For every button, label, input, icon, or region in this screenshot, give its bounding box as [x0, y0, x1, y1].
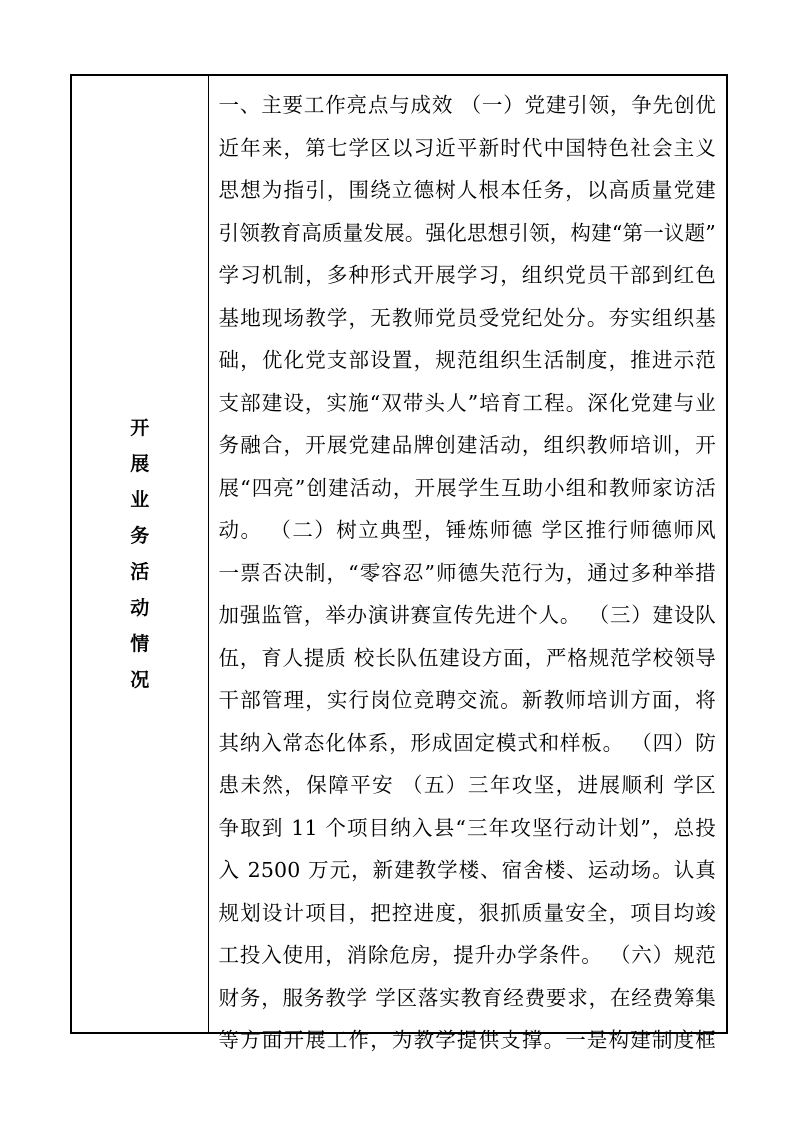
text-line: 加强监管，举办演讲赛宣传先进个人。 （三）建设队	[218, 603, 716, 627]
text-line: 近年来，第七学区以习近平新时代中国特色社会主义	[218, 135, 716, 160]
text-line: 学习机制，多种形式开展学习，组织党员干部到红色	[218, 263, 716, 287]
text-line: 其纳入常态化体系，形成固定模式和样板。 （四）防	[218, 730, 716, 755]
text-line: 入 2500 万元，新建教学楼、宿舍楼、运动场。认真	[218, 858, 716, 882]
activity-table	[70, 74, 728, 1052]
text-line: 工投入使用，消除危房，提升办学条件。 （六）规范	[218, 943, 716, 967]
label-char: 活	[130, 561, 150, 583]
text-line: 动。 （二）树立典型，锤炼师德 学区推行师德师风	[218, 518, 716, 542]
text-line: 支部建设，实施“双带头人”培育工程。深化党建与业	[218, 390, 716, 415]
label-char: 况	[130, 669, 150, 691]
text-line: 思想为指引，围绕立德树人根本任务，以高质量党建	[218, 178, 716, 202]
text-line: 基地现场教学，无教师党员受党纪处分。夯实组织基	[218, 305, 716, 330]
text-line: 引领教育高质量发展。强化思想引领，构建“第一议题”	[218, 220, 716, 245]
label-char: 动	[130, 597, 150, 619]
label-char: 开	[130, 417, 150, 439]
text-line: 争取到 11 个项目纳入县“三年攻坚行动计划”，总投	[218, 815, 716, 840]
text-line: 患未然，保障平安 （五）三年攻坚，进展顺利 学区	[218, 773, 716, 797]
text-line: 一、主要工作亮点与成效 （一）党建引领，争先创优	[218, 93, 716, 117]
text-line: 伍，育人提质 校长队伍建设方面，严格规范学校领导	[218, 645, 716, 670]
text-line: 展“四亮”创建活动，开展学生互助小组和教师家访活	[218, 475, 716, 500]
row-label	[130, 410, 149, 698]
text-line: 础，优化党支部设置，规范组织生活制度，推进示范	[218, 348, 716, 372]
text-line: 干部管理，实行岗位竞聘交流。新教师培训方面，将	[218, 688, 716, 712]
text-line: 务融合，开展党建品牌创建活动，组织教师培训，开	[218, 433, 716, 457]
label-char: 业	[130, 489, 150, 511]
text-line: 财务，服务教学 学区落实教育经费要求，在经费筹集	[218, 985, 716, 1010]
text-line: 等方面开展工作，为教学提供支撑。一是构建制度框	[218, 1028, 716, 1052]
label-char: 情	[130, 633, 150, 655]
content-cell	[209, 76, 726, 1052]
text-line: 一票否决制，“零容忍”师德失范行为，通过多种举措	[218, 560, 716, 585]
row-label-cell	[72, 76, 209, 1032]
label-char: 展	[130, 453, 150, 475]
label-char: 务	[130, 525, 150, 547]
text-line: 规划设计项目，把控进度，狠抓质量安全，项目均竣	[218, 900, 716, 925]
